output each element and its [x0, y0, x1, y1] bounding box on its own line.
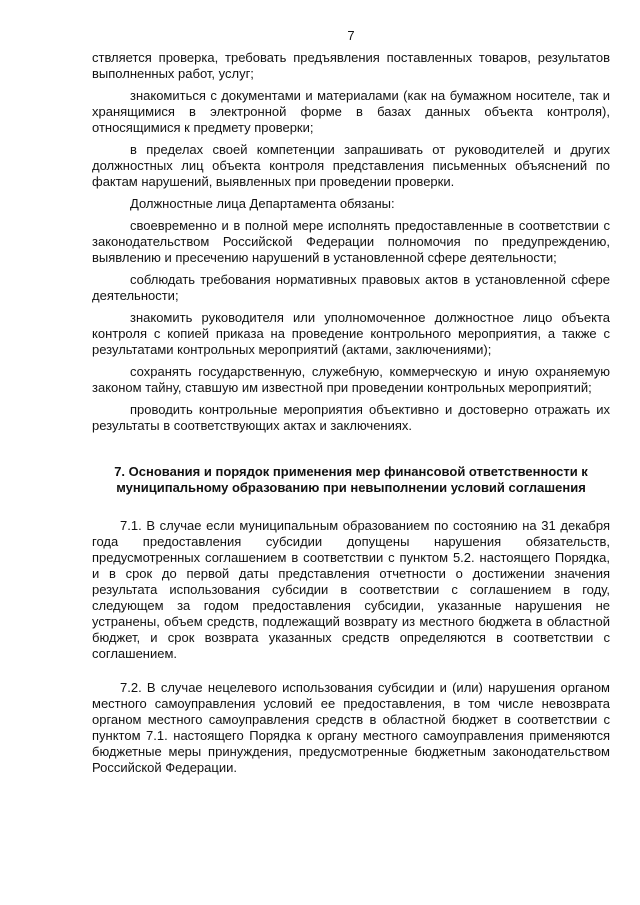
paragraph-request-explanations: в пределах своей компетенции запрашивать от руководителей и других должностных лиц объекта контроля представления письменных объяснений по фактам нарушений, выявленных при проведении проверки.	[92, 142, 610, 189]
clause-7-1: 7.1. В случае если муниципальным образованием по состоянию на 31 декабря года предоставления субсидии допущены нарушения обязательств, предусмотренных соглашением в соответствии с пунктом 5.2. настоящего Порядка, и в срок до первой даты представления отчетности о достижении значения результата использования субсидии в соответствии с соглашением в году, следующем за годом предоставления субсидии, указанные нарушения не устранены, объем средств, подлежащий возврату из местного бюджета в областной бюджет, и срок возврата указанных средств определяются в соответствии с соглашением.	[92, 518, 610, 661]
paragraph-inform-head: знакомить руководителя или уполномоченное должностное лицо объекта контроля с копией приказа на проведение контрольного мероприятия, а также с результатами контрольных мероприятий (актами, заключениями);	[92, 310, 610, 357]
clause-7-2: 7.2. В случае нецелевого использования субсидии и (или) нарушения органом местного самоуправления условий ее предоставления, в том числе невозврата органом местного самоуправления средств в областной бюджет в соответствии с пунктом 7.1. настоящего Порядка к органу местного самоуправления применяются бюджетные меры принуждения, предусмотренные бюджетным законодательством Российской Федерации.	[92, 680, 610, 775]
paragraph-officials-obligations: Должностные лица Департамента обязаны:	[130, 196, 395, 211]
paragraph-documents: знакомиться с документами и материалами (как на бумажном носителе, так и хранящимися в электронной форме в базах данных объекта контроля), относящимися к предмету проверки;	[92, 88, 610, 135]
paragraph-keep-secret: сохранять государственную, служебную, коммерческую и иную охраняемую законом тайну, ставшую им известной при проведении контрольных мероприятий;	[92, 364, 610, 395]
section-heading: 7. Основания и порядок применения мер финансовой ответственности к муниципальному образованию при невыполнении условий соглашения	[114, 464, 588, 495]
paragraph-comply-requirements: соблюдать требования нормативных правовых актов в установленной сфере деятельности;	[92, 272, 610, 303]
paragraph-objective-control: проводить контрольные мероприятия объективно и достоверно отражать их результаты в соответствующих актах и заключениях.	[92, 402, 610, 433]
page-number: 7	[347, 28, 355, 43]
paragraph-execute-powers: своевременно и в полной мере исполнять предоставленные в соответствии с законодательством Российской Федерации полномочия по предупреждению, выявлению и пресечению нарушений в установленной сфере деятельности;	[92, 218, 610, 265]
paragraph-continuation: ствляется проверка, требовать предъявления поставленных товаров, результатов выполненных работ, услуг;	[92, 50, 610, 81]
